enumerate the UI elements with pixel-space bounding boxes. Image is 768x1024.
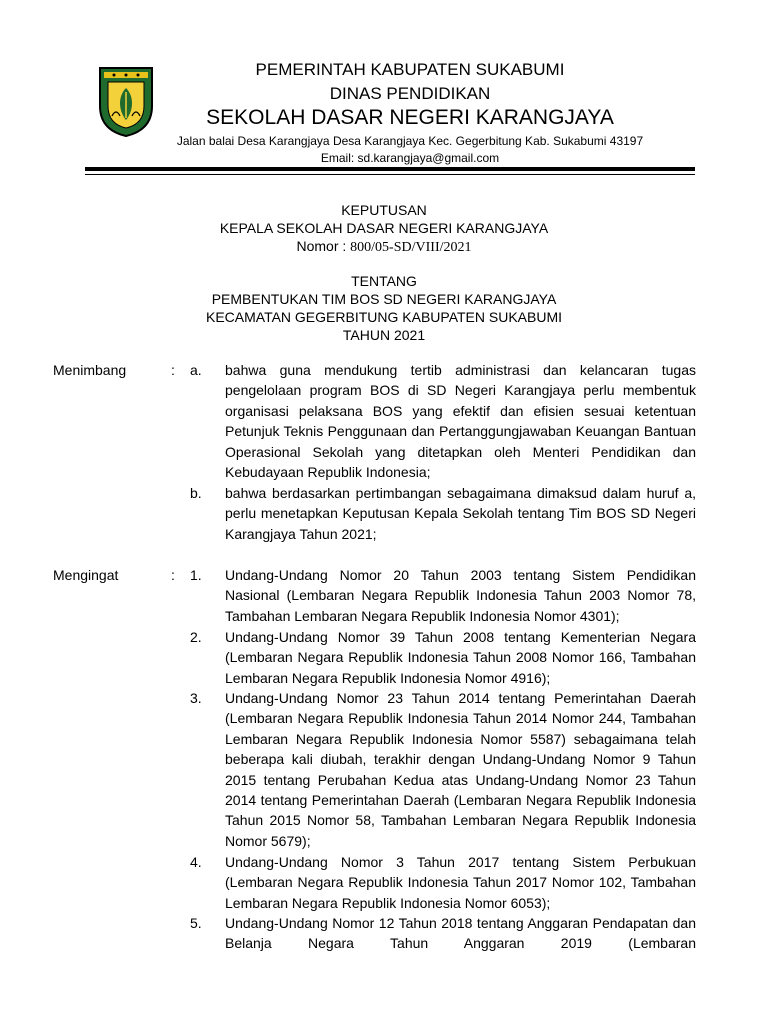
kop-school-name: SEKOLAH DASAR NEGERI KARANGJAYA: [206, 106, 614, 129]
decree-subject-line3: TAHUN 2021: [342, 327, 426, 343]
mengingat-item-text: Undang-Undang Nomor 12 Tahun 2018 tentang Anggaran Pendapatan dan Belanja Negara Tahun Anggaran 2019 (Lembaran: [225, 915, 696, 952]
menimbang-colon: :: [171, 362, 175, 378]
regency-emblem-logo: [98, 66, 154, 138]
decree-kind: KEPUTUSAN: [341, 202, 427, 218]
mengingat-colon: :: [171, 567, 175, 583]
decree-number-value: 800/05-SD/VIII/2021: [350, 240, 472, 255]
decree-number-label: Nomor :: [296, 238, 347, 254]
menimbang-item-mark: b.: [190, 485, 202, 501]
kop-government: PEMERINTAH KABUPATEN SUKABUMI: [255, 60, 565, 79]
menimbang-item-text: bahwa guna mendukung tertib administrasi dan kelancaran tugas pengelolaan program BOS di SD Negeri Karangjaya perlu membentuk organisasi pelaksana BOS yang efektif dan efisien sesuai ketentuan Petunjuk Teknis Penggunaan dan Pertanggungjawaban Keuangan Bantuan Operasional Sekolah yang ditetapkan oleh Menteri Pendidikan dan Kebudayaan Republik Indonesia;: [225, 362, 696, 481]
menimbang-item-text: bahwa berdasarkan pertimbangan sebagaimana dimaksud dalam huruf a, perlu menetapkan Keputusan Kepala Sekolah tentang Tim BOS SD Negeri Karangjaya Tahun 2021;: [225, 485, 696, 542]
mengingat-item-mark: 4.: [190, 854, 202, 870]
kop-address: Jalan balai Desa Karangjaya Desa Karangjaya Kec. Gegerbitung Kab. Sukabumi 43197: [176, 134, 644, 148]
letterhead-rule-thin: [85, 174, 695, 175]
mengingat-item-text: Undang-Undang Nomor 20 Tahun 2003 tentang Sistem Pendidikan Nasional (Lembaran Negara Republik Indonesia Tahun 2003 Nomor 78, Tambahan Lembaran Negara Republik Indonesia Nomor 4301);: [225, 567, 696, 624]
menimbang-item-mark: a.: [190, 362, 202, 378]
mengingat-item-mark: 3.: [190, 690, 202, 706]
decree-subject-line2: KECAMATAN GEGERBITUNG KABUPATEN SUKABUMI: [205, 309, 562, 325]
mengingat-item-mark: 2.: [190, 629, 202, 645]
kop-department: DINAS PENDIDIKAN: [329, 84, 491, 103]
mengingat-item-text: Undang-Undang Nomor 3 Tahun 2017 tentang Sistem Perbukuan (Lembaran Negara Republik Indonesia Tahun 2017 Nomor 102, Tambahan Lembaran Negara Republik Indonesia Nomor 6053);: [225, 854, 696, 911]
mengingat-item-mark: 1.: [190, 567, 202, 583]
mengingat-item-mark: 5.: [190, 915, 202, 931]
kop-email: Email: sd.karangjaya@gmail.com: [320, 151, 500, 165]
letterhead-rule-thick: [85, 167, 695, 171]
decree-tentang: TENTANG: [351, 273, 417, 289]
decree-authority: KEPALA SEKOLAH DASAR NEGERI KARANGJAYA: [219, 220, 549, 236]
decree-number: [0, 238, 768, 256]
decree-subject-line1: PEMBENTUKAN TIM BOS SD NEGERI KARANGJAYA: [211, 291, 557, 307]
menimbang-label: Menimbang: [53, 362, 127, 378]
mengingat-item-text: Undang-Undang Nomor 23 Tahun 2014 tentang Pemerintahan Daerah (Lembaran Negara Republik Indonesia Tahun 2014 Nomor 244, Tambahan Lembaran Negara Republik Indonesia Nomor 5587) sebagaimana telah beberapa kali diubah, terakhir dengan Undang-Undang Nomor 9 Tahun 2015 tentang Perubahan Kedua atas Undang-Undang Nomor 23 Tahun 2014 tentang Pemerintahan Daerah (Lembaran Negara Republik Indonesia Tahun 2015 Nomor 58, Tambahan Lembaran Negara Republik Indonesia Nomor 5679);: [225, 690, 696, 849]
mengingat-label: Mengingat: [53, 567, 119, 583]
mengingat-item-text: Undang-Undang Nomor 39 Tahun 2008 tentang Kementerian Negara (Lembaran Negara Republik Indonesia Tahun 2008 Nomor 166, Tambahan Lembaran Negara Republik Indonesia Nomor 4916);: [225, 629, 696, 686]
